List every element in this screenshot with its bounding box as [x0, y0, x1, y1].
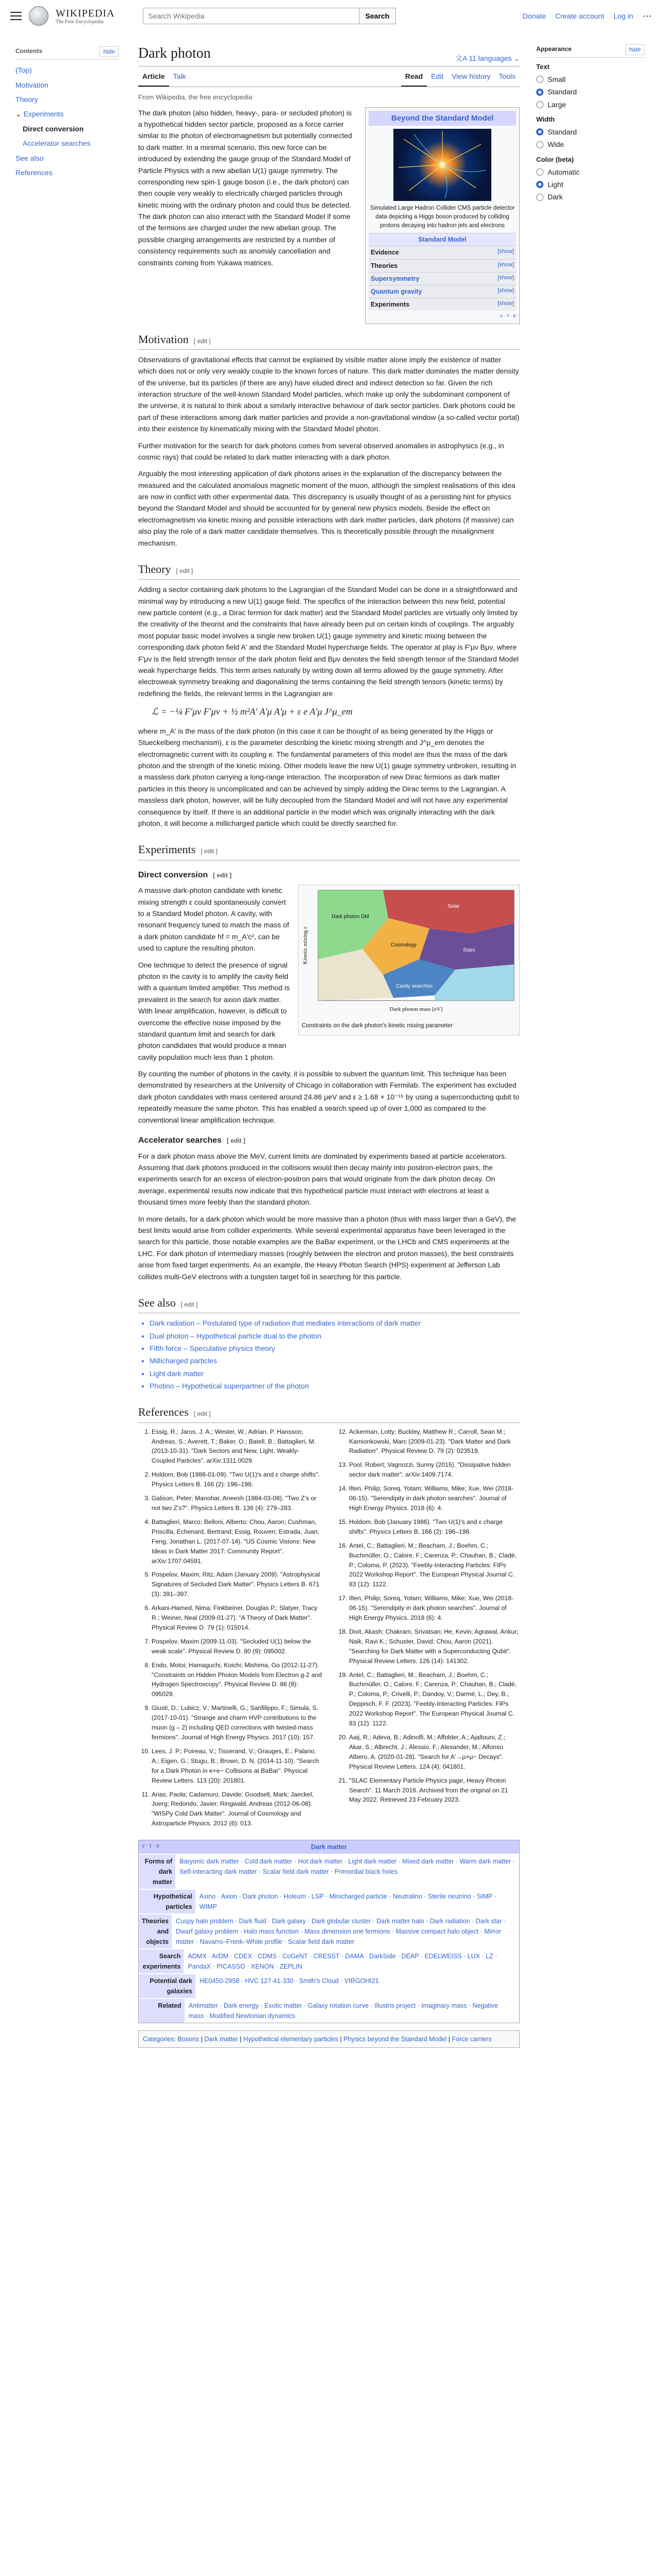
navbox-group: Potential dark galaxies [139, 1974, 195, 1998]
section-see-also [138, 1294, 520, 1313]
theory-paragraph: Adding a sector containing dark photons to the Lagrangian of the Standard Model can be done in a straightforward and minimal way by introducing a new U(1) gauge field. The specifics of the interaction between this new field, potential new particle content (e.g., a Dirac fermion for dark matter) and the Standard Model particles are virtually only limited by the creativity of the theorist and the constraints that have already been put on certain kinds of couplings. The arguably most popular basic model involves a single new broken U(1) gauge symmetry and kinetic mixing between the corresponding dark photon field A′ and the Standard Model hypercharge fields. The operator at play is F′μν Bμν, where F′μν is the field strength tensor of the dark photon field and Bμν denotes the field strength tensor of the Standard Model weak hypercharge fields. This term arises naturally by writing down all terms allowed by the gauge symmetry. After electroweak symmetry breaking and diagonalising the terms containing the field strength tensors (kinetic terms) by redefining the fields, the relevant terms in the Lagrangian are [138, 585, 519, 698]
toc-item-see-also[interactable]: See also [15, 154, 44, 162]
width-label: Width [536, 115, 555, 124]
navbox-list[interactable]: Axino · Axion · Dark photon · Holeum · LSP · Minicharged particle · Neutralino · Sterile neutrino · SIMP · WIMP [195, 1890, 519, 1913]
navbox-title [139, 1840, 519, 1854]
reference-list [138, 1427, 520, 1829]
infobox-row-label: Evidence [371, 249, 399, 257]
reference-item: 3. Galison, Peter; Manohar, Aneesh (1984-03-08). "Two Z's or not two Z's?". Physics Letters B. 136 (4): 279–283. [152, 1494, 322, 1513]
option-label: Light [548, 180, 564, 189]
text-small-option[interactable] [536, 74, 644, 85]
page-title-bar [138, 44, 520, 66]
section-title: See also [138, 1296, 176, 1309]
show-toggle[interactable]: [show] [498, 274, 514, 281]
show-toggle[interactable]: [show] [498, 248, 514, 255]
width-standard-option[interactable] [536, 126, 644, 138]
navbox-group: Theories and objects [139, 1914, 172, 1948]
toc-item-experiments[interactable] [15, 107, 119, 121]
show-toggle[interactable]: [show] [498, 261, 514, 268]
toc-item-motivation[interactable]: Motivation [15, 80, 48, 89]
reference-item: 15. Holdom, Bob (January 1986). "Two U(1)'s and ε charge shifts". Physics Letters B. 166 (2): 196–198. [349, 1517, 520, 1537]
standard-model-link[interactable]: Standard Model [369, 233, 516, 246]
reference-item: 4. Battaglieri, Marco; Belloni, Alberto; Chou, Aaron; Cushman, Priscilla; Echenard, Bertrand; Essig, Rouven; Estrada, Juan; Feng, Jonathan L. (2017-07-14). "US Cosmic Visions: New Ideas in Dark Matter 2017: Community Report". arXiv:1707.04591. [152, 1517, 322, 1566]
infobox-row-label: Quantum gravity [371, 287, 422, 295]
edit-section-link[interactable]: [ edit ] [180, 1300, 198, 1308]
text-size-label: Text [536, 63, 550, 71]
toc-item-theory[interactable]: Theory [15, 95, 38, 104]
infobox [365, 107, 520, 324]
color-dark-option[interactable] [536, 191, 644, 202]
infobox-title[interactable]: Beyond the Standard Model [369, 111, 516, 126]
text-standard-option[interactable] [536, 86, 644, 97]
section-title: Motivation [138, 332, 189, 346]
search-input[interactable] [143, 8, 359, 24]
page-title: Dark photon [138, 45, 211, 61]
search-button[interactable]: Search [359, 8, 396, 24]
show-toggle[interactable]: [show] [498, 300, 514, 307]
category-link[interactable]: Force carriers [452, 2036, 492, 2043]
option-label: Standard [548, 127, 577, 136]
reference-item: 1. Essig, R.; Jaros, J. A.; Wester, W.; Adrian, P. Hansson; Andreas, S.; Averett, T.; Baker, O.; Batell, B.; Battaglieri, M. (2013-10-31). "Dark Sectors and New, Light, Weakly-Coupled Particles". arXiv:1311.0029. [152, 1427, 322, 1466]
option-label: Dark [548, 193, 563, 201]
infobox-row-theories[interactable] [369, 259, 516, 272]
option-label: Standard [548, 88, 577, 96]
reference-item: 2. Holdom, Bob (1986-01-09). "Two U(1)'s and ε charge shifts". Physics Letters B. 166 (2): 196–198. [152, 1470, 322, 1489]
edit-section-link[interactable]: [ edit ] [176, 567, 193, 575]
create-account-link[interactable]: Create account [555, 11, 604, 20]
navbox-group: Related [139, 1999, 185, 2023]
infobox-row-label: Theories [371, 262, 398, 269]
category-link[interactable]: Bosons [177, 2036, 200, 2043]
direct-paragraph: A massive dark-photon candidate with kinetic mixing strength ε could spontaneously convert to a Standard Model photon. A cavity, with resonant frequency tuned to match the mass of a dark photon candidate hf = m_A′c², can be used to capture the resulting photon. [138, 886, 289, 953]
section-title: References [138, 1405, 189, 1419]
infobox-row-evidence[interactable] [369, 246, 516, 259]
reference-item: 11. Arias, Paola; Cadamuro, Davide; Goodsell, Mark; Jaeckel, Joerg; Redondo, Javier; Ringwald, Andreas (2012-06-08). "WISPy Cold Dark Matter". Journal of Cosmology and Astroparticle Physics. 2012 (6): 013. [152, 1790, 322, 1829]
edit-section-link[interactable]: [ edit ] [201, 848, 218, 855]
region-label: Dark photon DM [332, 914, 369, 920]
option-label: Large [548, 100, 566, 109]
toc-item-direct-conversion[interactable]: Direct conversion [23, 124, 84, 133]
text-large-option[interactable] [536, 99, 644, 110]
see-also-item[interactable]: • Millicharged particles [150, 1355, 520, 1366]
tab-read[interactable]: Read [401, 67, 427, 86]
direct-paragraph: By counting the number of photons in the cavity, it is possible to subvert the quantum limit. This technique has been demonstrated by researchers at the University of Chicago in collaboration with Fermilab. The experiment has excluded dark photon candidates with mass centered around 24.86 μeV and ε ≥ 1.68 × 10⁻¹⁵ by using a superconducting qubit to repeatedly measure the same photon. This has enabled a search speed up of over 1,000 as compared to the conventional linear amplification technique. [138, 1070, 520, 1124]
tab-edit[interactable]: Edit [431, 72, 444, 81]
navbox-row [139, 1854, 519, 1889]
reference-item: 13. Pool, Robert; Vagnozzi, Sunny (2015). "Dissipative hidden sector dark matter". arXiv:1409.7174. [349, 1460, 520, 1480]
toc-item-references[interactable]: References [15, 168, 53, 177]
navbox-list[interactable]: Baryonic dark matter · Cold dark matter · Hot dark matter · Light dark matter · Mixed dark matter · Warm dark matter · Self-interacting dark matter · Scalar field dark matter · Primordial black holes [175, 1855, 519, 1889]
page-tabs [138, 67, 520, 87]
see-also-item[interactable]: • Photino – Hypothetical superpartner of the photon [150, 1380, 520, 1392]
section-motivation [138, 330, 520, 350]
reference-item: 10. Lees, J. P.; Poireau, V.; Tisserand, V.; Grauges, E.; Palano, A.; Eigen, G.; Stugu, B.; Brown, D. N. (2014-11-10). "Search for a Dark Photon in e+e− Collisions at BaBar". Physical Review Letters. 113 (20): 201801. [152, 1747, 322, 1786]
toc-title: Contents [15, 47, 42, 55]
reference-item: 21. "SLAC Elementary Particle Physics page, Heavy Photon Search". 11 March 2016. Archived from the original on 21 May 2022. Retrieved 23 February 2023. [349, 1776, 520, 1805]
site-header [0, 0, 662, 32]
reference-item: 9. Giusti, D.; Lubicz, V.; Martinelli, G.; Sanfilippo, F.; Simula, S. (2017-10-01). "Strange and charm HVP contributions to the muon (g – 2) including QED corrections with twisted-mass fermions". Journal of High Energy Physics. 2017 (10): 157. [152, 1703, 322, 1742]
region-label: Cavity searches [396, 984, 433, 990]
region-label: Cosmology [391, 942, 417, 948]
navbox-group: Hypothetical particles [139, 1890, 195, 1913]
radio-selected-icon[interactable] [536, 181, 543, 188]
reference-item: 20. Aaij, R.; Adeva, B.; Adinolfi, M.; Affolder, A.; Ajaltouni, Z.; Akar, S.; Albrecht, J.; Alessio, F.; Alexander, M.; Alfonso Albero, A. (2020-01-28). "Search for A′→μ+μ− Decays". Physical Review Letters. 124 (4): 041801. [349, 1733, 520, 1772]
region-label: Stars [463, 947, 475, 954]
section-theory [138, 560, 520, 580]
infobox-row-quantum-gravity[interactable] [369, 285, 516, 298]
main-menu-icon[interactable] [10, 12, 22, 20]
table-of-contents [15, 46, 119, 180]
option-label: Automatic [548, 167, 580, 176]
direct-paragraph: One technique to detect the presence of signal photon in the cavity is to amplify the cavity field with a quantum limited amplifier. This method is prevalent in the search for axion dark matter. With linear amplification, however, is difficult to overcome the effective noise imposed by the standard quantum limit and search for dark photon candidates that would produce a mean cavity population much less than 1 photon. [138, 960, 290, 1061]
section-references [138, 1403, 520, 1422]
reference-item: 12. Ackerman, Lotty; Buckley, Matthew R.; Carroll, Sean M.; Kamionkowski, Marc (2009-01-23). "Dark Matter and Dark Radiation". Physical Review D. 79 (2): 023519. [349, 1427, 520, 1456]
see-also-item[interactable]: • Light dark matter [150, 1368, 520, 1379]
subsection-accelerator-searches [138, 1134, 520, 1147]
tab-view-history[interactable]: View history [452, 72, 491, 81]
wikipedia-wordmark[interactable] [56, 8, 115, 25]
reference-item: 19. Antel, C.; Battaglieri, M.; Beacham, J.; Boehm, C.; Buchmüller, O.; Calore, F.; Carenza, P.; Chauhan, B.; Cladè, P.; Coloma, P.; Crivelli, P.; Dandoy, V.; Darmé, L.; Dey, B.; Deppisch, F. F. (2023). "Feebly-Interacting Particles: FIPs 2022 Workshop Report". The European Physical Journal C. 83 (12): 1122. [349, 1670, 520, 1728]
donate-link[interactable]: Donate [522, 11, 546, 20]
appearance-hide-button[interactable]: hide [625, 44, 644, 55]
language-button[interactable]: 文A 11 languages ⌄ [455, 54, 520, 63]
option-label: Wide [548, 140, 564, 149]
edit-section-link[interactable]: [ edit ] [193, 337, 211, 345]
section-title: Theory [138, 563, 171, 576]
color-label: Color (beta) [536, 155, 574, 163]
edit-section-link[interactable]: [ edit ] [193, 1410, 211, 1418]
motivation-paragraph: Further motivation for the search for dark photons comes from several observed anomalies in astrophysics (e.g., in cosmic rays) that could be related to dark matter interacting with a dark photon. [138, 441, 504, 461]
radio-selected-icon[interactable] [536, 89, 543, 96]
navbox-row [139, 1889, 519, 1913]
motivation-paragraph: Observations of gravitational effects that cannot be explained by visible matter alone imply the existence of matter which does not or only very weakly couple to the known forces of nature. This dark matter dominates the matter density of the universe, but its particles (if there are any) have eluded direct and indirect detection so far. Given the rich interaction structure of the well-known Standard Model particles, which make up only the subdominant component of the universe, it is natural to think about a similarly interactive behaviour of dark sector particles. Dark photons could be part of these interactions among dark matter particles and provide a non-gravitational window (a so-called vector portal) into their existence by kinematically mixing with the Standard Model photon. [138, 355, 520, 433]
radio-icon[interactable] [536, 101, 543, 108]
more-options-icon[interactable]: ⋯ [642, 10, 652, 21]
subsection-direct-conversion [138, 869, 520, 882]
navbox-list[interactable]: HE0450-2958 · HVC 127-41-330 · Smith's Cloud · VIRGOHI21 [195, 1974, 383, 1998]
accel-paragraph: For a dark photon mass above the MeV, current limits are dominated by experiments based at particle accelerators. Assuming that dark photons produced in the collisions would then decay mainly into positron-electron pairs, the experiments search for an excess of electron-positron pairs that would originate from the dark photon decay. On average, experimental results now indicate that this hypothetical particle must interact with electrons at least a thousand times more feebly than the standard photon. [138, 1151, 507, 1207]
categories-label[interactable]: Categories: [143, 2036, 176, 2043]
section-title: Accelerator searches [138, 1136, 222, 1145]
edit-section-link[interactable]: [ edit ] [226, 1137, 245, 1145]
navbox-row [139, 1973, 519, 1998]
see-also-item[interactable]: • Dual photon – Hypothetical particle dual to the photon [150, 1330, 520, 1342]
navbox-row [139, 1998, 519, 2023]
toc-collapse-icon[interactable]: ⌄ [15, 110, 24, 118]
cms-event-image[interactable] [393, 129, 491, 201]
lagrangian-formula: ℒ = −¼ F′μν F′μν + ½ m²A′ A′μ A′μ + ε e A′μ J^μ_em [152, 706, 353, 717]
intro-paragraph: The dark photon (also hidden, heavy-, para- or secluded photon) is a hypothetical hidden sector particle, proposed as a force carrier similar to the photon of electromagnetism but potentially connected to dark matter. In a minimal scenario, this new force can be introduced by extending the gauge group of the Standard Model of Particle Physics with a new abelian U(1) gauge symmetry. The corresponding new spin-1 gauge boson (i.e., the dark photon) can then couple very weakly to electrically charged particles through kinetic mixing with the ordinary photon and could thus be detected. The dark photon can also interact with the Standard Model if some of the fermions are charged under the new abelian group. The possible charging arrangements are restricted by a number of consistency requirements such as anomaly cancellation and constraints coming from Yukawa matrices. [138, 108, 352, 267]
see-also-item[interactable]: • Dark radiation – Postulated type of radiation that mediates interactions of dark matter [150, 1317, 520, 1329]
constraints-plot[interactable] [301, 887, 517, 1016]
navbox-list[interactable]: Antimatter · Dark energy · Exotic matter · Galaxy rotation curve · Illustris project · Imaginary mass · Negative mass · Modified Newtonian dynamics [185, 1999, 519, 2023]
navbox-title-link[interactable]: Dark matter [311, 1843, 347, 1851]
section-title: Direct conversion [138, 870, 208, 879]
infobox-caption: Simulated Large Hadron Collider CMS particle detector data depicting a Higgs boson produced by colliding protons decaying into hadron jets and electrons [370, 205, 515, 229]
wikipedia-globe-logo[interactable] [29, 6, 48, 26]
category-link[interactable]: Hypothetical elementary particles [243, 2036, 338, 2043]
navbox-group: Search experiments [139, 1950, 184, 1973]
log-in-link[interactable]: Log in [613, 11, 633, 20]
navbox-row [139, 1948, 519, 1973]
appearance-title: Appearance [536, 45, 572, 53]
radio-icon[interactable] [536, 141, 543, 148]
toc-item-experiments-label: Experiments [23, 110, 64, 118]
tab-article[interactable]: Article [138, 67, 169, 86]
section-experiments [138, 840, 520, 860]
radio-selected-icon[interactable] [536, 128, 543, 135]
section-title: Experiments [138, 843, 196, 856]
reference-item: 6. Arkani-Hamed, Nima; Finkbeiner, Douglas P.; Slatyer, Tracy R.; Weiner, Neal (2009-01-27). "A Theory of Dark Matter". Physical Review D. 79 (1): 015014. [152, 1603, 322, 1633]
reference-item: 5. Pospelov, Maxim; Ritz, Adam (January 2009). "Astrophysical Signatures of Secluded Dark Matter". Physics Letters B. 671 (3): 391–397. [152, 1570, 322, 1599]
radio-icon[interactable] [536, 168, 543, 176]
reference-item: 14. Ilten, Philip; Soreq, Yotam; Williams, Mike; Xue, Wei (2018-06-15). "Serendipity in dark photon searches". Journal of High Energy Physics. 2018 (6): 4. [349, 1484, 520, 1513]
accel-paragraph: In more details, for a dark photon which would be more massive than a photon (thus with mass larger than a GeV), the best limits would arise from collider experiments. While several experimental apparatus have been leveraged in the search for this particle, those notable examples are the BaBar experiment, or the LHCb and CMS experiments at the LHC. For dark photon of intermediary masses (roughly between the electron and proton masses), the best constraints arise from fixed target experiments. As an example, the Heavy Photon Search (HPS) experiment at Jefferson Lab collides multi-GeV electrons with a tungsten target foil in searching for this particle. [138, 1214, 517, 1281]
width-wide-option[interactable] [536, 139, 644, 150]
edit-section-link[interactable]: [ edit ] [213, 871, 232, 879]
language-count: 11 languages [469, 54, 512, 63]
navbox-list[interactable]: Cuspy halo problem · Dark fluid · Dark galaxy · Dark globular cluster · Dark matter halo · Dark radiation · Dark star · Dwarf galaxy problem · Halo mass function · Mass dimension one fermions · Massive compact halo object · Mirror matter · Navarro–Frenk–White profile · Scalar field dark matter [172, 1914, 519, 1948]
navbox-list[interactable]: ADMX · ArDM · CDEX · CDMS · CoGeNT · CRESST · DAMA · DarkSide · DEAP · EDELWEISS · LUX · LZ · PandaX · PICASSO · XENON · ZEPLIN [184, 1950, 519, 1973]
radio-icon[interactable] [536, 76, 543, 83]
infobox-vte-links[interactable]: v · t · e [500, 313, 516, 319]
navbox-vte[interactable]: v · t · e [142, 1843, 160, 1850]
infobox-row-supersymmetry[interactable] [369, 272, 516, 285]
reference-item: 17. Ilten, Philip; Soreq, Yotam; Williams, Mike; Xue, Wei (2018-06-15). "Serendipity in dark photon searches". Journal of High Energy Physics. 2018 (6): 4. [349, 1594, 520, 1623]
toc-item-top[interactable]: (Top) [15, 66, 32, 75]
constraints-figure [298, 885, 520, 1036]
reference-item: 7. Pospelov, Maxim (2009-11-03). "Secluded U(1) below the weak scale". Physical Review D. 80 (9): 095002. [152, 1637, 322, 1656]
color-light-option[interactable] [536, 179, 644, 190]
see-also-list [138, 1317, 520, 1392]
logo-word: WIKIPEDIA [56, 7, 115, 19]
appearance-panel [536, 44, 644, 204]
infobox-row-label: Supersymmetry [371, 275, 420, 282]
x-axis-label: Dark photon mass [eV] [389, 1006, 443, 1013]
category-link[interactable]: Dark matter [204, 2036, 238, 2043]
dark-matter-navbox [138, 1840, 520, 2023]
logo-tagline: The Free Encyclopedia [56, 19, 104, 25]
category-link[interactable]: Physics beyond the Standard Model [343, 2036, 447, 2043]
color-automatic-option[interactable] [536, 166, 644, 178]
figure-caption: Constraints on the dark photon's kinetic mixing parameter [302, 1023, 453, 1029]
category-links: Categories: Bosons | Dark matter | Hypothetical elementary particles | Physics beyond the Standard Model | Force carriers [138, 2030, 520, 2048]
article-content [138, 44, 520, 2048]
infobox-row-label: Experiments [371, 300, 410, 308]
toc-hide-button[interactable]: hide [100, 46, 119, 57]
option-label: Small [548, 75, 566, 83]
reference-item: 18. Dixit, Akash; Chakram, Srivatsan; He, Kevin; Agrawal, Ankur; Naik, Ravi K.; Schuster, David; Chou, Aaron (2021). "Searching for Dark Matter with a Superconducting Qubit". Physical Review Letters. 126 (14): 141302. [349, 1627, 520, 1666]
infobox-row-experiments[interactable] [369, 298, 516, 311]
reference-item: 8. Endo, Motoi; Hamaguchi, Koichi; Mishima, Go (2012-11-27). "Constraints on Hidden Photon Models from Electron g-2 and Hydrogen Spectroscopy". Physical Review D. 86 (9): 095029. [152, 1660, 322, 1700]
search-box [143, 8, 396, 24]
motivation-paragraph: Arguably the most interesting application of dark photons arises in the explanation of the discrepancy between the measured and the calculated anomalous magnetic moment of the muon, although the simplest realisations of this idea are now in conflict with other experimental data. This discrepancy is usually thought of as a persisting hint for physics beyond the Standard Model and should be accounted for by general new physics models. Beside the effect on electromagnetism via kinetic mixing and possible interactions with dark matter particles, dark photons (if massive) can also play the role of a dark matter candidate themselves. This is theoretically possible through the misalignment mechanism. [138, 469, 516, 547]
show-toggle[interactable]: [show] [498, 287, 514, 294]
navbox-row [139, 1913, 519, 1948]
radio-icon[interactable] [536, 194, 543, 201]
navbox-group: Forms of dark matter [139, 1855, 175, 1889]
toc-item-accelerator-searches[interactable]: Accelerator searches [23, 139, 91, 148]
particle-tracks-graphic [393, 129, 491, 201]
from-wikipedia: From Wikipedia, the free encyclopedia [138, 93, 253, 101]
tab-tools[interactable]: Tools [499, 72, 516, 81]
see-also-item[interactable]: • Fifth force – Speculative physics theory [150, 1343, 520, 1354]
theory-paragraph: where m_A′ is the mass of the dark photon (in this case it can be thought of as being generated by the Higgs or Stueckelberg mechanism), ε is the parameter describing the kinetic mixing strength and J^μ_em denotes the electromagnetic current with its coupling e. The fundamental parameters of this model are thus the mass of the dark photon and the strength of the kinetic mixing. Other models leave the new U(1) gauge symmetry unbroken, resulting in a massless dark photon carrying a long-range interaction. The incorporation of new Dirac fermions as dark matter particles in this theory is uncomplicated and can be achieved by simply adding the Dirac terms to the Lagrangian. A massless dark photon, however, will be fully decoupled from the Standard Model and will not have any experimental consequence by itself. If there is an additional particle in the model which was originally interacting with the dark photon, it will become a millicharged particle which could be directly searched for. [138, 726, 517, 828]
reference-item: 16. Antel, C.; Battaglieri, M.; Beacham, J.; Boehm, C.; Buchmüller, O.; Calore, F.; Carenza, P.; Chauhan, B.; Cladè, P.; Coloma, P. (2023). "Feebly-Interacting Particles: FIPs 2022 Workshop Report". The European Physical Journal C. 83 (12): 1122. [349, 1541, 520, 1590]
y-axis-label: Kinetic mixing ε [302, 926, 308, 965]
tab-talk[interactable]: Talk [173, 72, 186, 81]
region-label: Solar [448, 904, 460, 910]
